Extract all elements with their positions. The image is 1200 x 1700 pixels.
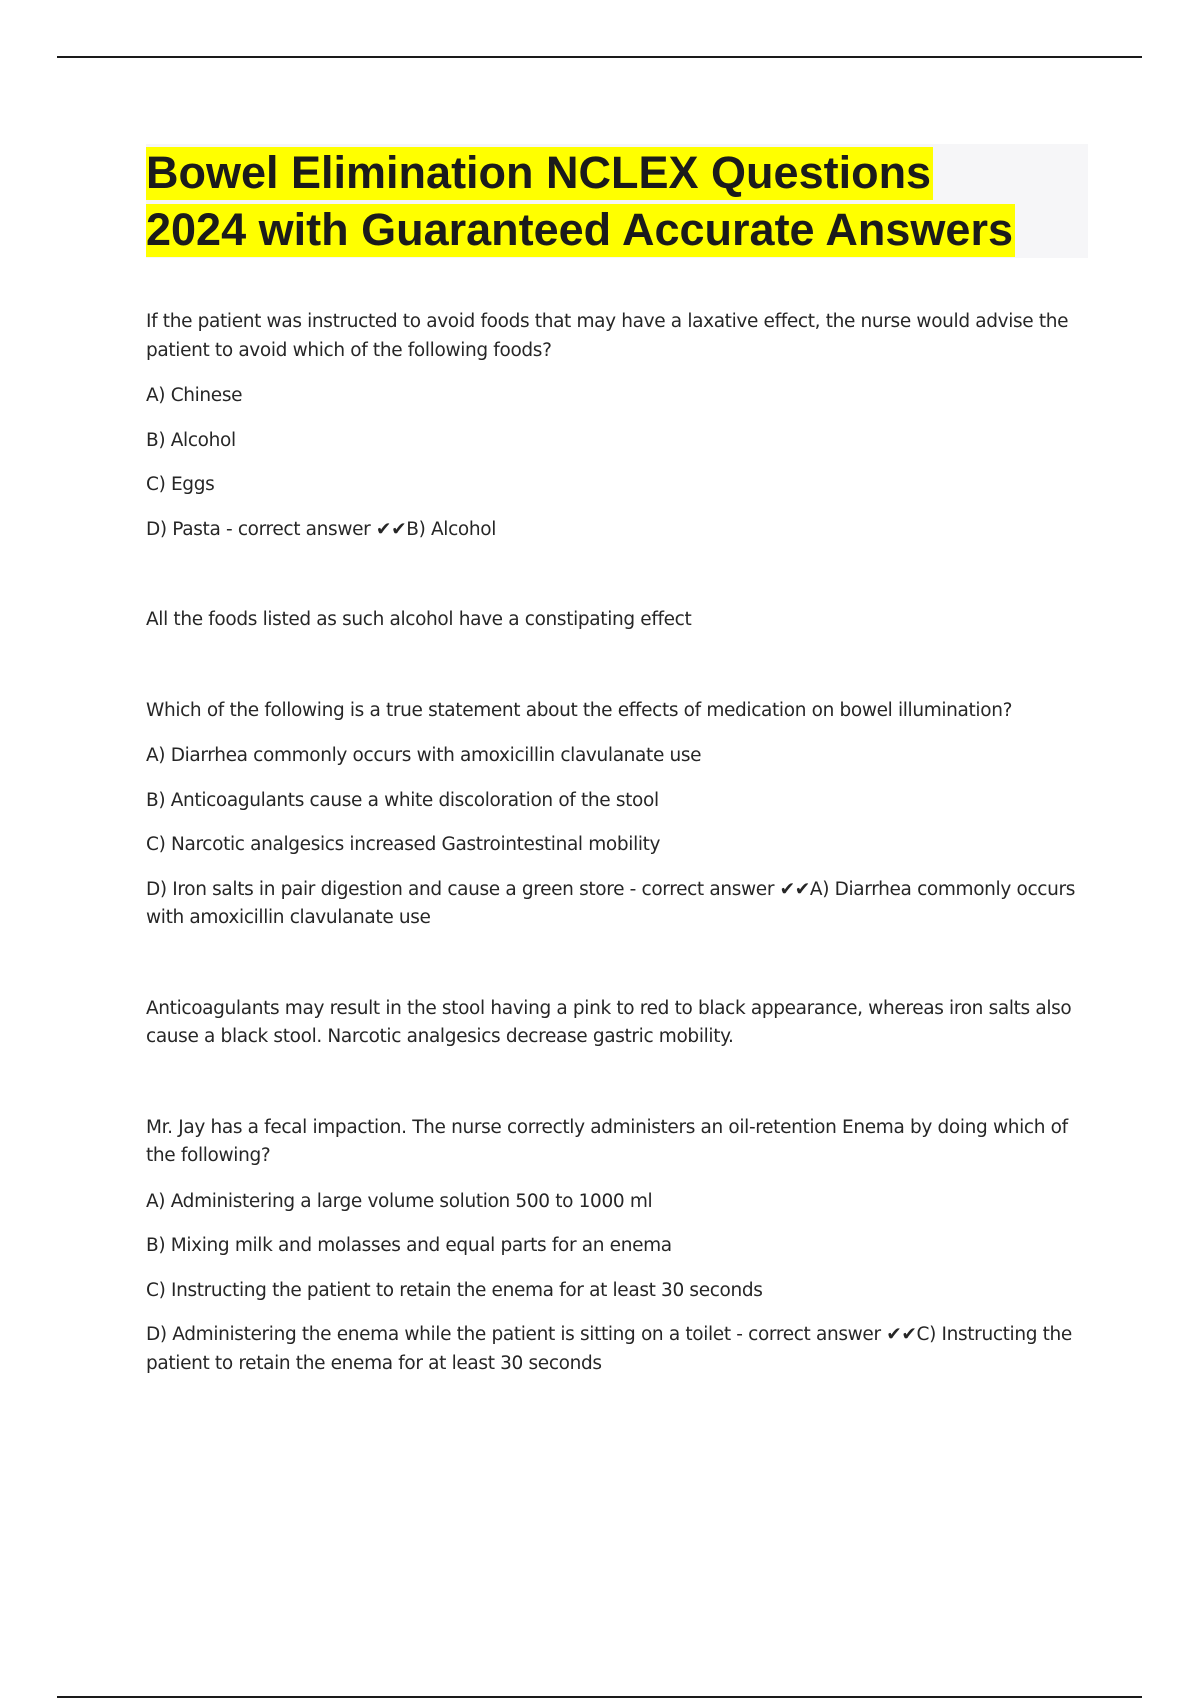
- answer-option: B) Anticoagulants cause a white discoloration of the stool: [146, 789, 659, 811]
- title-line-2: 2024 with Guaranteed Accurate Answers: [146, 204, 1013, 255]
- question-1: [146, 308, 1086, 635]
- answer-option-correct: D) Iron salts in pair digestion and cause a green store - correct answer ✔✔A) Diarrhea commonly occurs with amoxicillin clavulanate use: [146, 878, 1076, 928]
- title-block: [146, 144, 1088, 258]
- answer-option: C) Eggs: [146, 474, 215, 495]
- title-line-1: Bowel Elimination NCLEX Questions: [146, 147, 932, 198]
- answer-option-correct: D) Pasta - correct answer ✔✔B) Alcohol: [146, 518, 496, 540]
- question-3: [146, 1114, 1086, 1379]
- answer-option: B) Mixing milk and molasses and equal parts for an enema: [146, 1235, 672, 1256]
- answer-option-correct: D) Administering the enema while the patient is sitting on a toilet - correct answer ✔✔C) Instructing the patient to retain the enema for at least 30 seconds: [146, 1324, 1072, 1374]
- footer-rule: [57, 1696, 1142, 1698]
- answer-explanation: All the foods listed as such alcohol have a constipating effect: [146, 609, 692, 630]
- answer-option: A) Diarrhea commonly occurs with amoxicillin clavulanate use: [146, 745, 702, 766]
- document-title: [146, 144, 1088, 258]
- question-stem: Which of the following is a true statement about the effects of medication on bowel illumination?: [146, 699, 1013, 721]
- header-rule: [57, 56, 1142, 58]
- answer-option: C) Instructing the patient to retain the enema for at least 30 seconds: [146, 1279, 763, 1301]
- answer-explanation: Anticoagulants may result in the stool having a pink to red to black appearance, whereas iron salts also cause a black stool. Narcotic analgesics decrease gastric mobility.: [146, 997, 1072, 1047]
- answer-option: B) Alcohol: [146, 429, 236, 451]
- document-body: [146, 144, 1086, 1394]
- question-stem: If the patient was instructed to avoid foods that may have a laxative effect, the nurse would advise the patient to avoid which of the following foods?: [146, 311, 1069, 361]
- answer-option: C) Narcotic analgesics increased Gastrointestinal mobility: [146, 834, 661, 855]
- question-2: [146, 697, 1086, 1052]
- question-stem: Mr. Jay has a fecal impaction. The nurse correctly administers an oil-retention Enema by doing which of the following?: [146, 1116, 1068, 1166]
- answer-option: A) Administering a large volume solution 500 to 1000 ml: [146, 1190, 653, 1212]
- answer-option: A) Chinese: [146, 385, 243, 406]
